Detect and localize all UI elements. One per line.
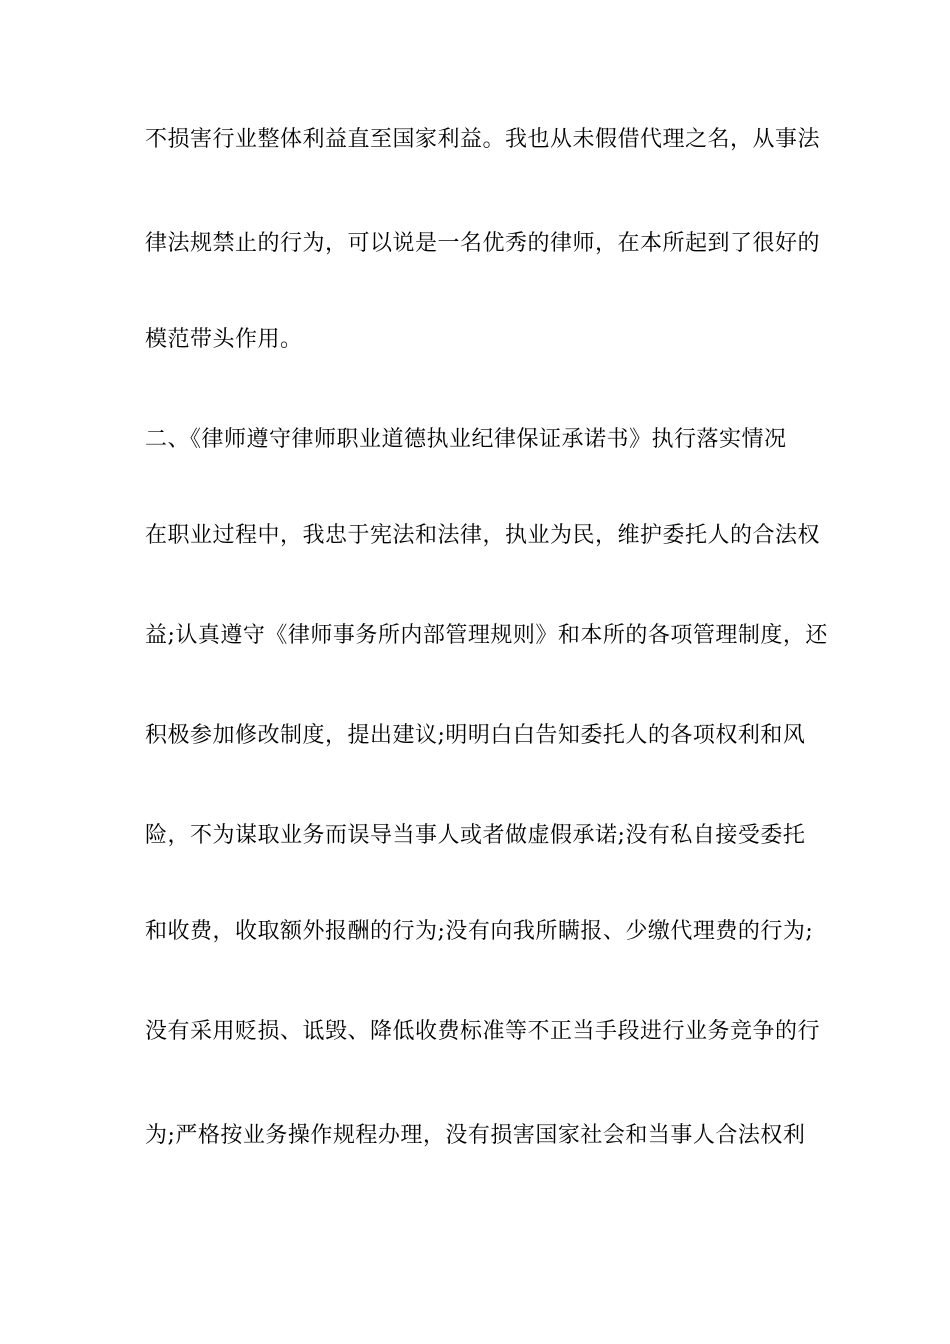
section-heading: 二、《律师遵守律师职业道德执业纪律保证承诺书》执行落实情况 (145, 427, 787, 452)
paragraph-line: 在职业过程中，我忠于宪法和法律，执业为民，维护委托人的合法权 (145, 523, 821, 548)
paragraph-line: 益;认真遵守《律师事务所内部管理规则》和本所的各项管理制度，还 (145, 623, 828, 648)
paragraph-line: 律法规禁止的行为，可以说是一名优秀的律师，在本所起到了很好的 (145, 231, 821, 256)
paragraph-line: 模范带头作用。 (145, 327, 303, 352)
paragraph-line: 不损害行业整体利益直至国家利益。我也从未假借代理之名，从事法 (145, 127, 821, 152)
paragraph-line: 和收费，收取额外报酬的行为;没有向我所瞒报、少缴代理费的行为; (145, 919, 814, 944)
paragraph-line: 为;严格按业务操作规程办理，没有损害国家社会和当事人合法权利 (145, 1123, 806, 1148)
paragraph-line: 积极参加修改制度，提出建议;明明白白告知委托人的各项权利和风 (145, 723, 806, 748)
paragraph-line: 险，不为谋取业务而误导当事人或者做虚假承诺;没有私自接受委托 (145, 823, 806, 848)
paragraph-line: 没有采用贬损、诋毁、降低收费标准等不正当手段进行业务竞争的行 (145, 1019, 821, 1044)
